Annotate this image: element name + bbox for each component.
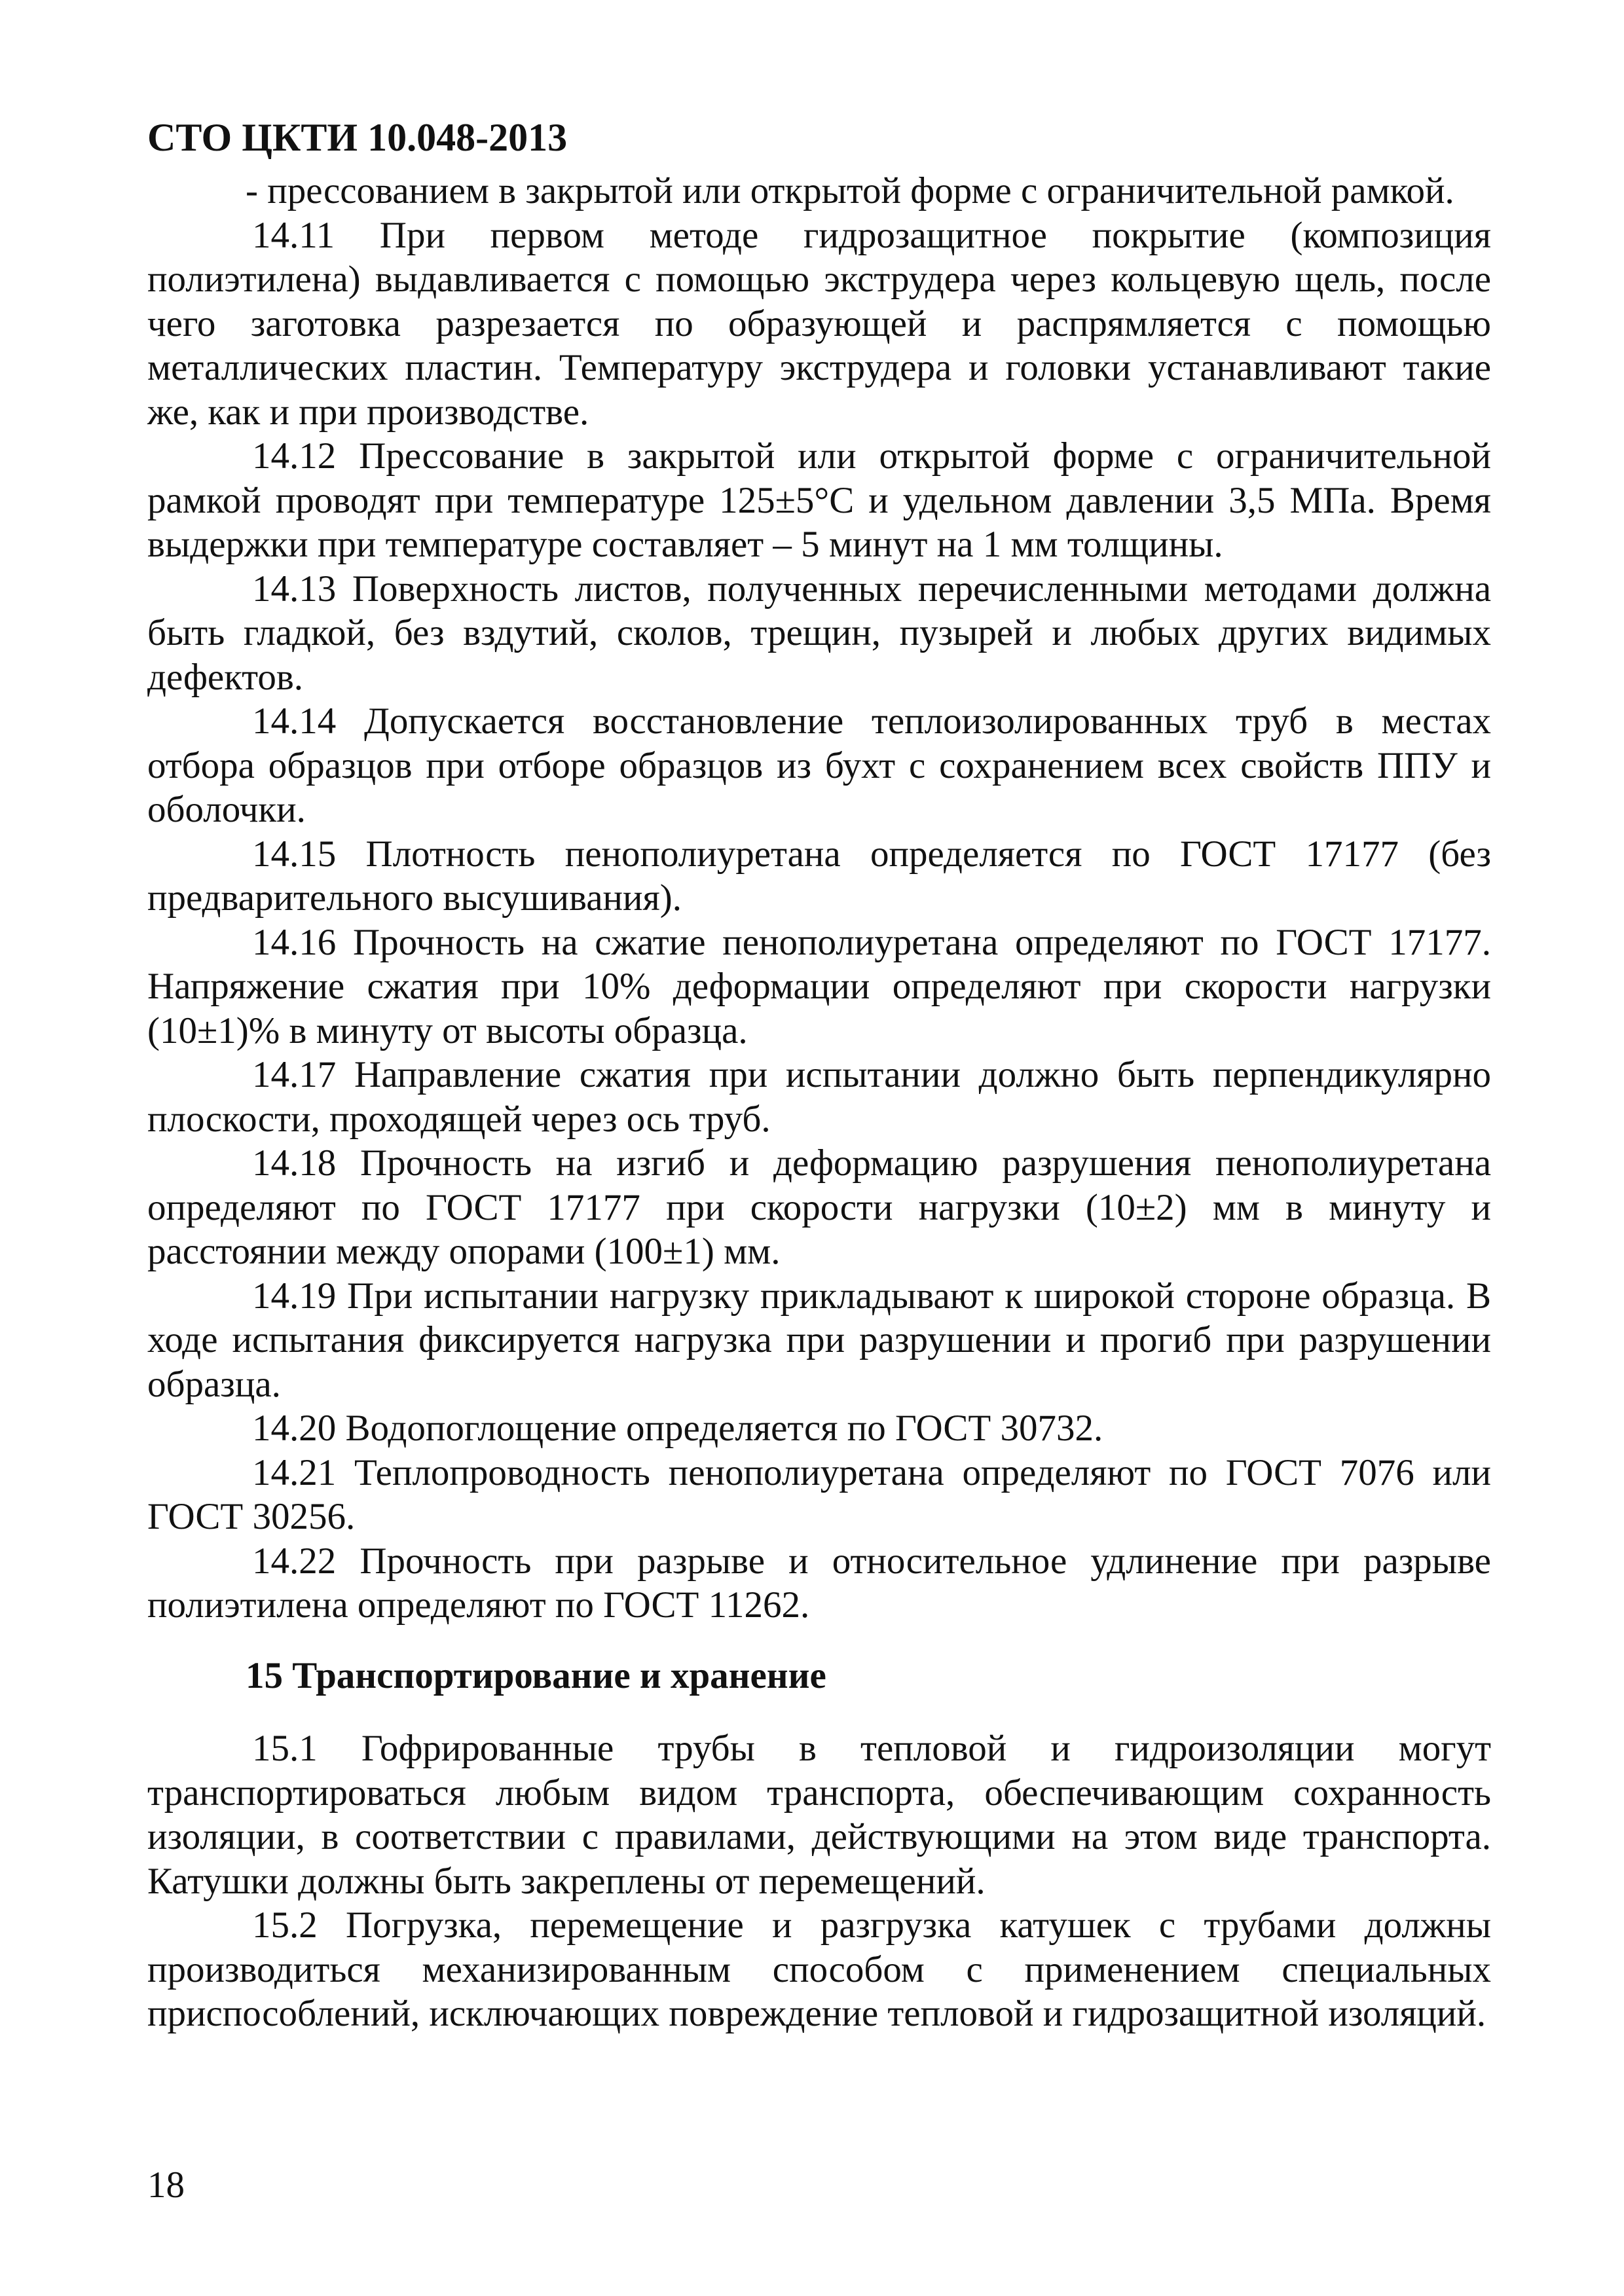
- paragraph-14-15: 14.15 Плотность пенополиуретана определяется по ГОСТ 17177 (без предварительного высушивания).: [147, 833, 1491, 919]
- page-number: 18: [147, 2164, 185, 2206]
- document-body: [147, 169, 1491, 2036]
- document-code-header: СТО ЦКТИ 10.048-2013: [147, 116, 568, 159]
- paragraph-14-17: 14.17 Направление сжатия при испытании должно быть перпендикулярно плоскости, проходящей через ось труб.: [147, 1054, 1491, 1140]
- paragraph-14-22: 14.22 Прочность при разрыве и относительное удлинение при разрыве полиэтилена определяют по ГОСТ 11262.: [147, 1540, 1491, 1626]
- paragraph-14-16: 14.16 Прочность на сжатие пенополиуретана определяют по ГОСТ 17177. Напряжение сжатия при 10% деформации определяют при скорости нагрузки (10±1)% в минуту от высоты образца.: [147, 921, 1491, 1051]
- paragraph-14-12: 14.12 Прессование в закрытой или открытой форме с ограничительной рамкой проводят при температуре 125±5°С и удельном давлении 3,5 МПа. Время выдержки при температуре составляет – 5 минут на 1 мм толщины.: [147, 435, 1491, 565]
- paragraph-14-18: 14.18 Прочность на изгиб и деформацию разрушения пенополиуретана определяют по ГОСТ 17177 при скорости нагрузки (10±2) мм в минуту и расстоянии между опорами (100±1) мм.: [147, 1142, 1491, 1272]
- paragraph-15-1: 15.1 Гофрированные трубы в тепловой и гидроизоляции могут транспортироваться любым видом транспорта, обеспечивающим сохранность изоляции, в соответствии с правилами, действующими на этом виде транспорта. Катушки должны быть закреплены от перемещений.: [147, 1728, 1491, 1902]
- paragraph-14-20: 14.20 Водопоглощение определяется по ГОСТ 30732.: [252, 1408, 1103, 1449]
- paragraph-14-14: 14.14 Допускается восстановление теплоизолированных труб в местах отбора образцов при отборе образцов из бухт с сохранением всех свойств ППУ и оболочки.: [147, 701, 1491, 830]
- paragraph-14-13: 14.13 Поверхность листов, полученных перечисленными методами должна быть гладкой, без вздутий, сколов, трещин, пузырей и любых других видимых дефектов.: [147, 568, 1491, 698]
- paragraph-14-21: 14.21 Теплопроводность пенополиуретана определяют по ГОСТ 7076 или ГОСТ 30256.: [147, 1451, 1491, 1537]
- paragraph-14-11: 14.11 При первом методе гидрозащитное покрытие (композиция полиэтилена) выдавливается с помощью экструдера через кольцевую щель, после чего заготовка разрезается по образующей и распрямляется с помощью металлических пластин. Температуру экструдера и головки устанавливают такие же, как и при производстве.: [147, 214, 1491, 433]
- paragraph-pressing-method: - прессованием в закрытой или открытой форме с ограничительной рамкой.: [246, 170, 1454, 211]
- section-15-title: 15 Транспортирование и хранение: [246, 1654, 826, 1696]
- paragraph-14-19: 14.19 При испытании нагрузку прикладывают к широкой стороне образца. В ходе испытания фиксируется нагрузка при разрушении и прогиб при разрушении образца.: [147, 1275, 1491, 1405]
- paragraph-15-2: 15.2 Погрузка, перемещение и разгрузка катушек с трубами должны производиться механизированным способом с применением специальных приспособлений, исключающих повреждение тепловой и гидрозащитной изоляций.: [147, 1904, 1491, 2034]
